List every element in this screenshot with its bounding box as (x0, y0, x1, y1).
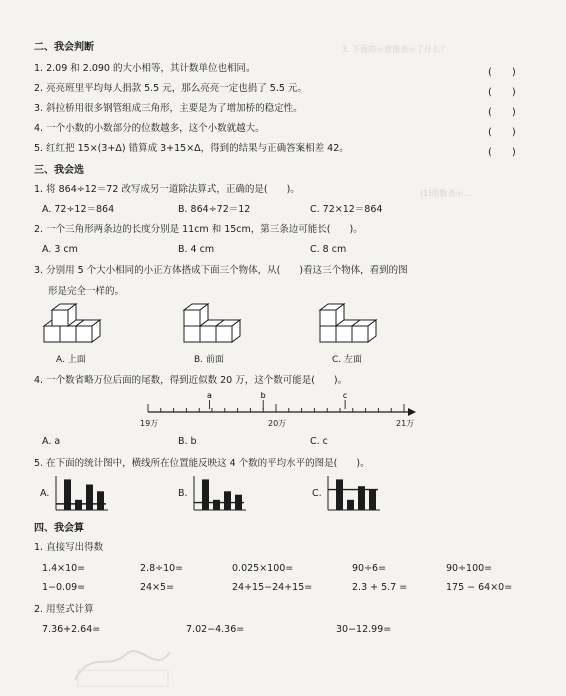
number-line-label-20: 20万 (268, 419, 287, 428)
answer-blank-2[interactable]: ( ) (488, 87, 516, 98)
cube-figure-c-caption: C. 左面 (332, 355, 363, 365)
chart-a-label: A. (40, 488, 50, 499)
choose-q1-option-c: C. 72×12＝864 (310, 204, 383, 215)
judge-item-1: 1. 2.09 和 2.090 的大小相等，其计数单位也相同。 (34, 63, 256, 74)
chart-bar (224, 491, 231, 510)
mini-bar-chart-c (324, 474, 382, 514)
bleed-through-text: 3. 下面的示意图表示了什么？ (342, 45, 449, 54)
answer-blank-4[interactable]: ( ) (488, 127, 516, 138)
judge-item-4: 4. 一个小数的小数部分的位数越多，这个小数就越大。 (34, 123, 265, 134)
answer-blank-5[interactable]: ( ) (488, 147, 516, 158)
calc-row1-item-5: 90÷100= (446, 563, 493, 574)
chart-b-label: B. (178, 488, 188, 499)
choose-q1-stem: 1. 将 864÷12＝72 改写成另一道除法算式，正确的是( )。 (34, 184, 300, 195)
chart-bar (86, 485, 93, 511)
calc-row1-item-1: 1.4×10= (42, 563, 86, 574)
chart-bar (336, 479, 343, 510)
number-line-label-19: 19万 (140, 419, 159, 428)
chart-bar (64, 479, 71, 510)
answer-blank-3[interactable]: ( ) (488, 107, 516, 118)
judge-item-2: 2. 亮亮班里平均每人捐款 5.5 元，那么亮亮一定也捐了 5.5 元。 (34, 83, 307, 94)
calc-row2-item-2: 24×5= (140, 582, 175, 593)
calc-s1-title: 1. 直接写出得数 (34, 542, 104, 553)
choose-q2-option-a: A. 3 cm (42, 244, 78, 255)
judge-item-5: 5. 红红把 15×(3+Δ) 错算成 3+15×Δ，得到的结果与正确答案相差 42。 (34, 143, 349, 154)
calc-row1-item-2: 2.8÷10= (140, 563, 184, 574)
calc-row1-item-4: 90÷6= (352, 563, 387, 574)
calc-vertical-item-3: 30−12.99= (336, 624, 392, 635)
judge-item-3: 3. 斜拉桥用很多钢管组成三角形，主要是为了增加桥的稳定性。 (34, 103, 303, 114)
chart-bar (213, 500, 220, 510)
mini-bar-chart-a (52, 474, 110, 514)
choose-q4-option-b: B. b (178, 436, 197, 447)
choose-q4-option-c: C. c (310, 436, 328, 447)
choose-q2-option-c: C. 8 cm (310, 244, 347, 255)
number-line-point-label-b: b (260, 392, 266, 400)
calc-s2-title: 2. 用竖式计算 (34, 604, 94, 615)
chart-bar (347, 500, 354, 510)
section-choose-heading: 三、我会选 (34, 165, 84, 176)
answer-blank-1[interactable]: ( ) (488, 67, 516, 78)
choose-q3-stem-line2: 形是完全一样的。 (48, 286, 125, 297)
cube-figure-b-caption: B. 前面 (194, 355, 224, 365)
number-line-arrow (408, 408, 416, 416)
number-line-point-label-a: a (206, 392, 212, 400)
calc-vertical-item-2: 7.02−4.36= (186, 624, 245, 635)
cube-figure-a (40, 302, 110, 350)
chart-bar (97, 491, 104, 510)
calc-row2-item-1: 1−0.09= (42, 582, 86, 593)
number-line-point-label-c: c (342, 392, 348, 400)
number-line-label-21: 21万 (396, 419, 415, 428)
choose-q3-stem-line1: 3. 分别用 5 个大小相同的小正方体搭成下面三个物体，从( )看这三个物体，看到的图 (34, 265, 408, 276)
chart-bar (202, 479, 209, 510)
choose-q1-option-b: B. 864÷72＝12 (178, 204, 251, 215)
choose-q4-option-a: A. a (42, 436, 61, 447)
choose-q4-stem: 4. 一个数省略万位后面的尾数，得到近似数 20 万，这个数可能是( )。 (34, 375, 348, 386)
calc-row1-item-3: 0.025×100= (232, 563, 294, 574)
section-judge-heading: 二、我会判断 (34, 42, 94, 53)
cube-figure-b (178, 302, 248, 350)
faint-scribble-mark (70, 640, 180, 690)
calc-vertical-item-1: 7.36+2.64= (42, 624, 101, 635)
bleed-through-text: (1)用数表示… (420, 189, 472, 198)
calc-row2-item-3: 24+15−24+15= (232, 582, 313, 593)
section-calc-heading: 四、我会算 (34, 523, 84, 534)
chart-bar (75, 500, 82, 510)
choose-q1-option-a: A. 72÷12＝864 (42, 204, 115, 215)
cube-figure-a-caption: A. 上面 (56, 355, 86, 365)
mini-bar-chart-b (190, 474, 248, 514)
cube-figure-c (316, 302, 386, 350)
choose-q2-stem: 2. 一个三角形两条边的长度分别是 11cm 和 15cm，第三条边可能长( )。 (34, 224, 363, 235)
choose-q5-stem: 5. 在下面的统计图中，横线所在位置能反映这 4 个数的平均水平的图是( )。 (34, 458, 370, 469)
chart-c-label: C. (312, 488, 322, 499)
calc-row2-item-4: 2.3 + 5.7 = (352, 582, 408, 593)
choose-q2-option-b: B. 4 cm (178, 244, 215, 255)
chart-bar (369, 490, 376, 510)
calc-row2-item-5: 175 − 64×0= (446, 582, 513, 593)
